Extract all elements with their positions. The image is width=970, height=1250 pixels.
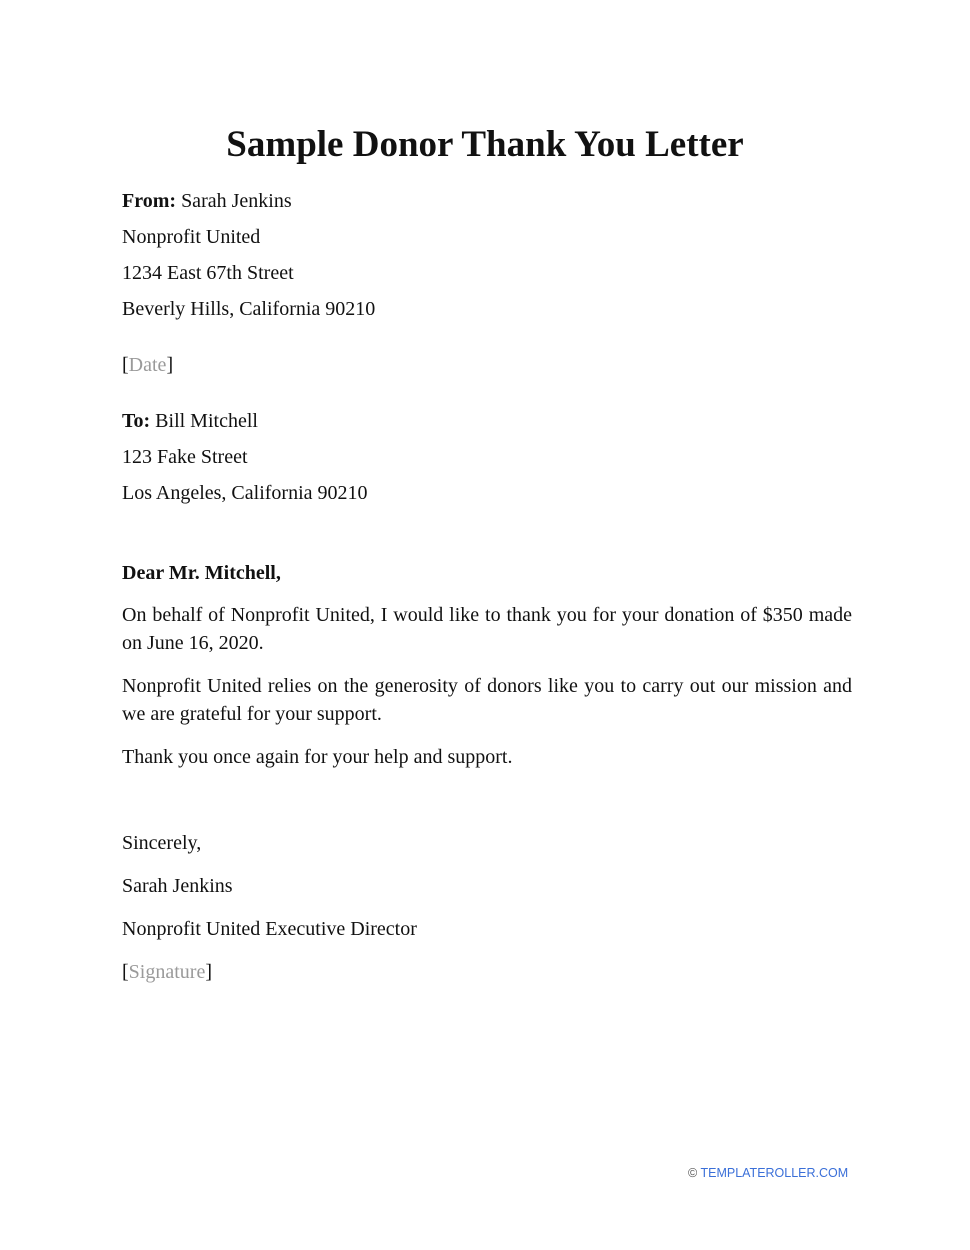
- sender-city: Beverly Hills, California 90210: [122, 298, 376, 320]
- date-placeholder-text: Date: [128, 354, 167, 376]
- recipient-street: 123 Fake Street: [122, 446, 248, 468]
- sender-street: 1234 East 67th Street: [122, 262, 294, 284]
- signature-placeholder-text: Signature: [128, 961, 206, 983]
- body-paragraph: On behalf of Nonprofit United, I would like to thank you for your donation of $350 made on June 16, 2020.: [122, 604, 852, 654]
- footer-link[interactable]: [688, 1165, 848, 1181]
- recipient-name-line: [122, 408, 258, 434]
- recipient-name: Bill Mitchell: [155, 410, 258, 432]
- valediction: Sincerely,: [122, 832, 202, 854]
- signer-name: Sarah Jenkins: [122, 875, 233, 897]
- sender-name: Sarah Jenkins: [181, 190, 292, 212]
- from-label: From:: [122, 190, 177, 212]
- sender-organization: Nonprofit United: [122, 226, 261, 248]
- body-paragraph: Nonprofit United relies on the generosity of donors like you to carry out our mission and we are grateful for your support.: [122, 675, 852, 725]
- date-close-bracket: ]: [166, 354, 174, 376]
- footer-text: TEMPLATEROLLER.COM: [700, 1166, 849, 1180]
- date-placeholder: [122, 352, 173, 378]
- signature-close-bracket: ]: [205, 961, 212, 983]
- body-paragraph: Thank you once again for your help and support.: [122, 746, 513, 768]
- sender-name-line: [122, 188, 292, 214]
- copyright-icon: ©: [688, 1166, 698, 1180]
- recipient-city: Los Angeles, California 90210: [122, 482, 368, 504]
- salutation: Dear Mr. Mitchell,: [122, 562, 281, 584]
- signature-open-bracket: [: [122, 961, 129, 983]
- signature-placeholder: [122, 959, 212, 985]
- to-label: To:: [122, 410, 151, 432]
- document-title: Sample Donor Thank You Letter: [226, 124, 744, 165]
- date-open-bracket: [: [122, 354, 129, 376]
- signer-title: Nonprofit United Executive Director: [122, 918, 417, 940]
